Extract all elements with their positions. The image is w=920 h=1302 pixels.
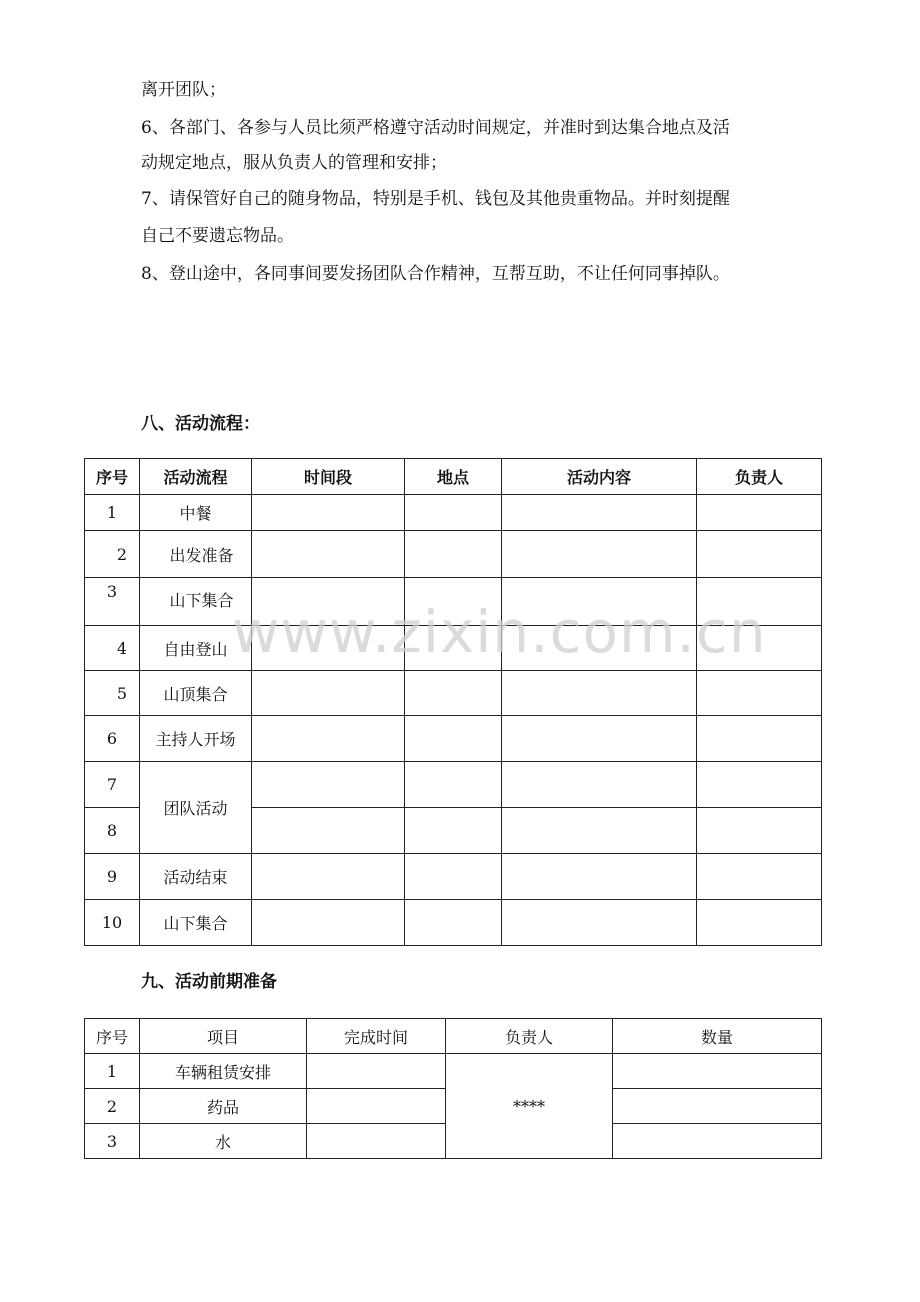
row-no: 7: [85, 762, 140, 808]
row-no: 2: [85, 531, 140, 578]
cell-completion-time: [307, 1089, 446, 1124]
row-activity: 自由登山: [140, 626, 252, 671]
table-row: [85, 578, 822, 626]
cell-owner: [697, 716, 822, 762]
row-no: 8: [85, 808, 140, 854]
section-8-title: 八、活动流程：: [141, 414, 260, 434]
preparation-table: [84, 1018, 822, 1159]
row-activity: 出发准备: [140, 531, 252, 578]
table-row: [85, 900, 822, 946]
cell-time: [252, 762, 405, 808]
row-activity: 主持人开场: [140, 716, 252, 762]
table-row: [85, 762, 822, 808]
row-no: 2: [85, 1089, 140, 1124]
header-quantity: 数量: [613, 1019, 822, 1054]
cell-time: [252, 808, 405, 854]
row-activity: 山下集合: [140, 578, 252, 626]
cell-location: [405, 854, 502, 900]
cell-owner: [697, 854, 822, 900]
cell-time: [252, 900, 405, 946]
row-item: 车辆租赁安排: [140, 1054, 307, 1089]
owner-cell: ****: [446, 1054, 613, 1159]
cell-completion-time: [307, 1054, 446, 1089]
cell-location: [405, 762, 502, 808]
table-row: [85, 671, 822, 716]
cell-owner: [697, 626, 822, 671]
row-no: 1: [85, 1054, 140, 1089]
cell-owner: [697, 808, 822, 854]
row-no: 5: [85, 671, 140, 716]
header-owner: 负责人: [446, 1019, 613, 1054]
header-time: 时间段: [252, 459, 405, 495]
cell-content: [502, 578, 697, 626]
header-item: 项目: [140, 1019, 307, 1054]
cell-quantity: [613, 1089, 822, 1124]
cell-owner: [697, 671, 822, 716]
header-owner: 负责人: [697, 459, 822, 495]
body-line-3: 动规定地点，服从负责人的管理和安排；: [141, 153, 447, 173]
header-content: 活动内容: [502, 459, 697, 495]
body-line-5: 自己不要遗忘物品。: [141, 226, 294, 246]
cell-content: [502, 626, 697, 671]
table-row: [85, 531, 822, 578]
body-line-6: 8、登山途中，各同事间要发扬团队合作精神，互帮互助，不让任何同事掉队。: [141, 264, 730, 284]
cell-location: [405, 808, 502, 854]
table-row: [85, 1054, 822, 1089]
header-no: 序号: [85, 459, 140, 495]
row-no: 3: [85, 1124, 140, 1159]
cell-location: [405, 495, 502, 531]
cell-completion-time: [307, 1124, 446, 1159]
row-no: 10: [85, 900, 140, 946]
header-completion-time: 完成时间: [307, 1019, 446, 1054]
table-header-row: [85, 459, 822, 495]
cell-location: [405, 578, 502, 626]
activity-flow-table: [84, 458, 822, 946]
cell-owner: [697, 578, 822, 626]
body-line-2: 6、各部门、各参与人员比须严格遵守活动时间规定，并准时到达集合地点及活: [141, 118, 730, 138]
cell-content: [502, 671, 697, 716]
section-9-title: 九、活动前期准备: [141, 972, 277, 992]
header-activity: 活动流程: [140, 459, 252, 495]
cell-owner: [697, 900, 822, 946]
row-no: 6: [85, 716, 140, 762]
cell-time: [252, 578, 405, 626]
cell-quantity: [613, 1124, 822, 1159]
cell-content: [502, 762, 697, 808]
cell-location: [405, 671, 502, 716]
row-no: 1: [85, 495, 140, 531]
table-row: [85, 626, 822, 671]
row-no: 9: [85, 854, 140, 900]
table-row: [85, 716, 822, 762]
cell-owner: [697, 762, 822, 808]
cell-content: [502, 531, 697, 578]
cell-location: [405, 900, 502, 946]
cell-content: [502, 854, 697, 900]
row-no: 3: [85, 578, 140, 626]
row-item: 药品: [140, 1089, 307, 1124]
cell-time: [252, 854, 405, 900]
cell-location: [405, 716, 502, 762]
cell-content: [502, 495, 697, 531]
row-item: 水: [140, 1124, 307, 1159]
row-activity: 团队活动: [140, 762, 252, 854]
row-activity: 山下集合: [140, 900, 252, 946]
row-activity: 活动结束: [140, 854, 252, 900]
row-activity: 中餐: [140, 495, 252, 531]
body-line-4: 7、请保管好自己的随身物品，特别是手机、钱包及其他贵重物品。并时刻提醒: [141, 189, 730, 209]
cell-content: [502, 900, 697, 946]
row-activity: 山顶集合: [140, 671, 252, 716]
cell-time: [252, 716, 405, 762]
body-line-1: 离开团队；: [141, 80, 226, 100]
cell-content: [502, 716, 697, 762]
cell-time: [252, 531, 405, 578]
cell-time: [252, 495, 405, 531]
cell-time: [252, 671, 405, 716]
cell-content: [502, 808, 697, 854]
cell-location: [405, 626, 502, 671]
cell-location: [405, 531, 502, 578]
cell-quantity: [613, 1054, 822, 1089]
header-no: 序号: [85, 1019, 140, 1054]
table-row: [85, 495, 822, 531]
cell-time: [252, 626, 405, 671]
row-no: 4: [85, 626, 140, 671]
table-header-row: [85, 1019, 822, 1054]
cell-owner: [697, 495, 822, 531]
cell-owner: [697, 531, 822, 578]
watermark: www.zixin.com.cn: [232, 598, 767, 666]
header-location: 地点: [405, 459, 502, 495]
table-row: [85, 854, 822, 900]
